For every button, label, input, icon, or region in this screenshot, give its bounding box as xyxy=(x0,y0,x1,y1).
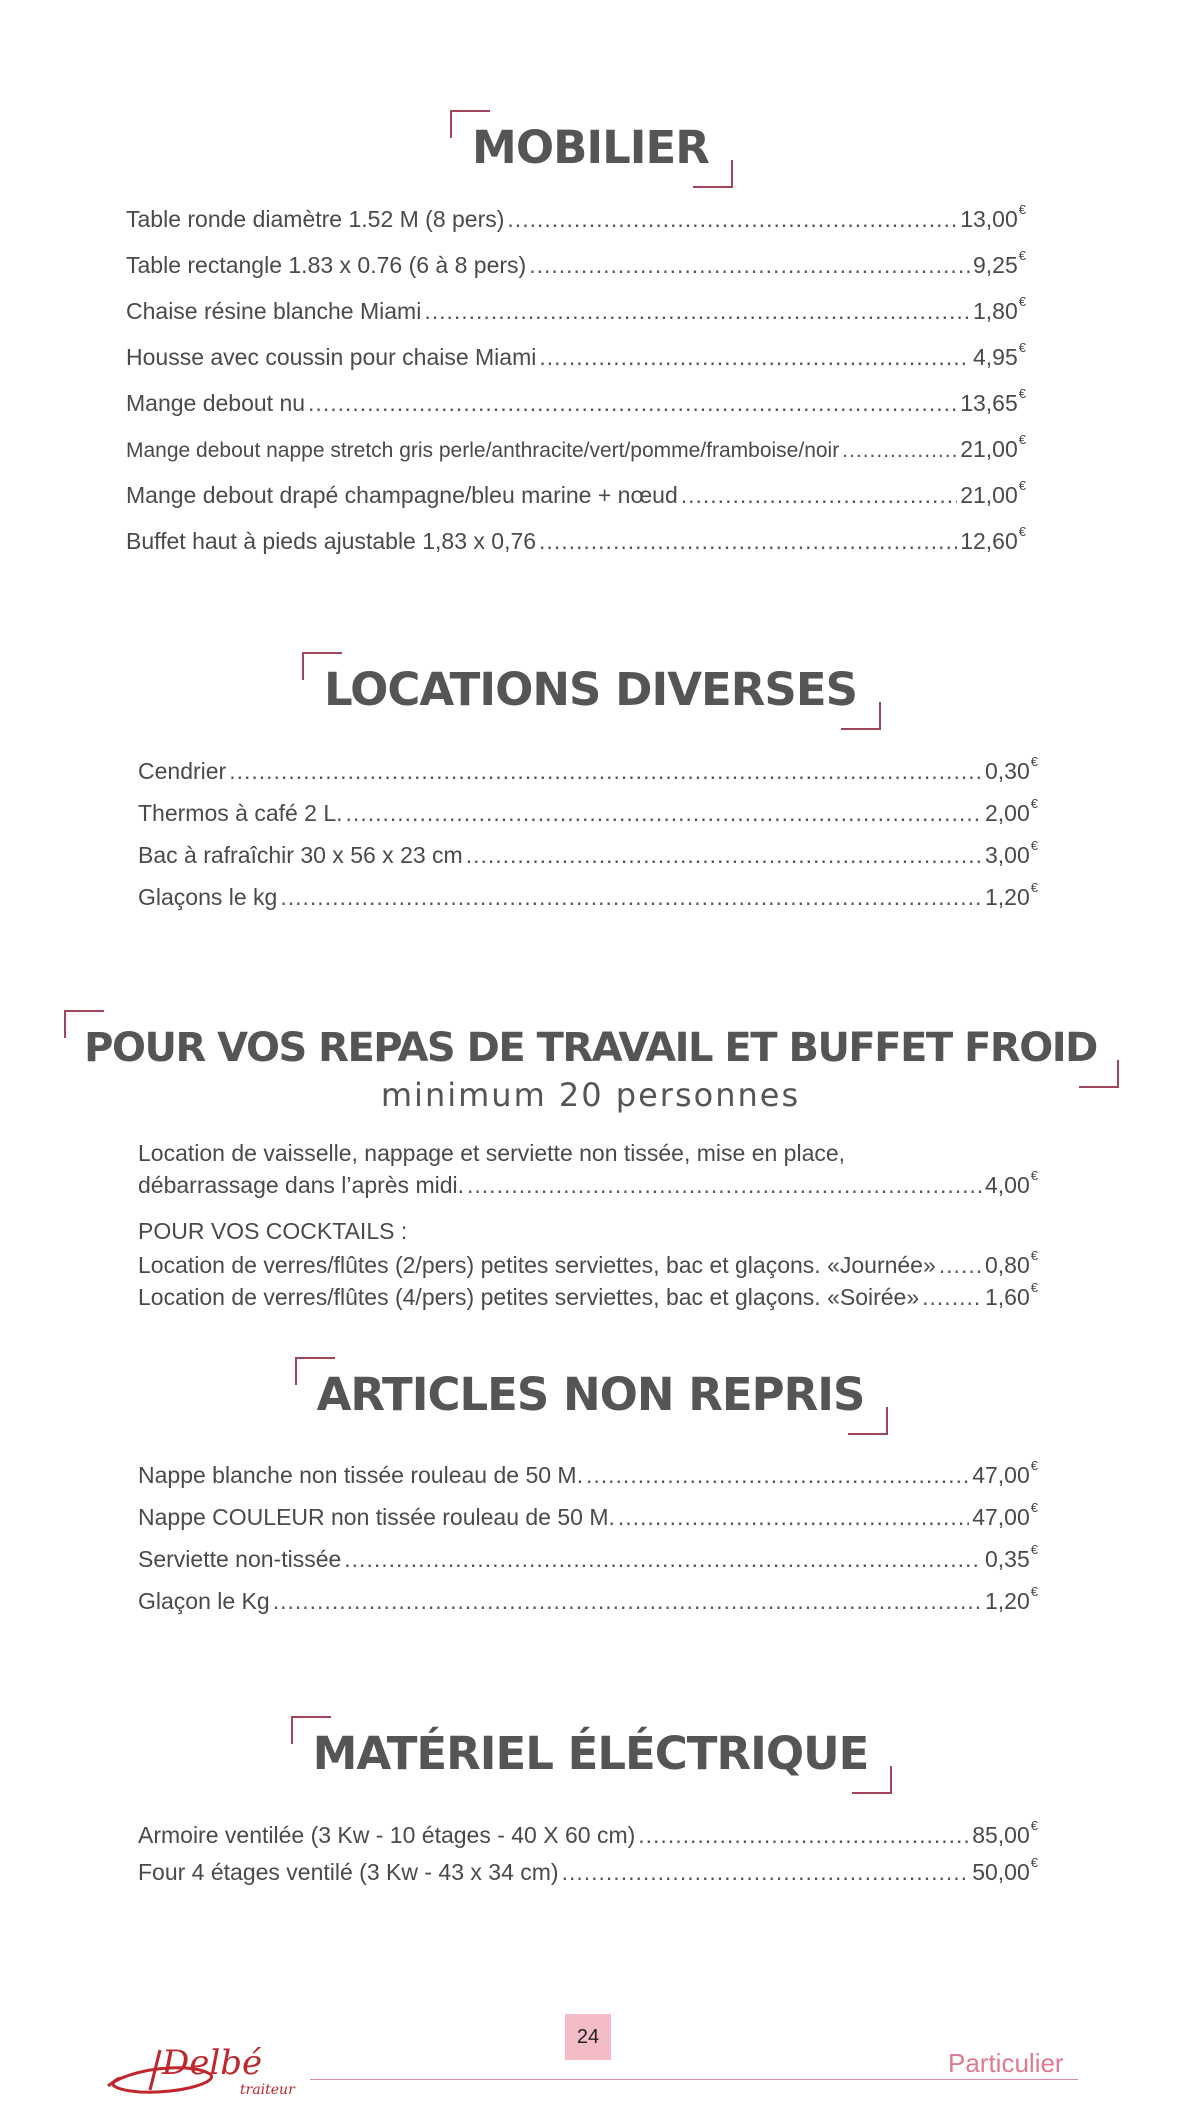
list-item: Nappe COULEUR non tissée rouleau de 50 M. ..... 47,00€ xyxy=(138,1504,1038,1546)
delbe-logo xyxy=(100,2028,310,2100)
repas-line: Location de vaisselle, nappage et serviette non tissée, mise en place, xyxy=(138,1140,846,1166)
list-item: Nappe blanche non tissée rouleau de 50 M. ..... 47,00€ xyxy=(138,1462,1038,1504)
list-item: Cendrier ..... 0,30€ xyxy=(138,758,1038,800)
list-item: Chaise résine blanche Miami ..... 1,80€ xyxy=(126,298,1026,344)
list-item: Glaçon le Kg ..... 1,20€ xyxy=(138,1588,1038,1630)
svg-text:traiteur: traiteur xyxy=(240,2082,295,2098)
footer-label: Particulier xyxy=(948,2048,1064,2078)
corner-bracket-icon xyxy=(841,702,881,730)
section-title-locations xyxy=(0,660,1181,720)
list-item: Bac à rafraîchir 30 x 56 x 23 cm ..... 3,00€ xyxy=(138,842,1038,884)
list-item: Table rectangle 1.83 x 0.76 (6 à 8 pers) ..... 9,25€ xyxy=(126,252,1026,298)
cocktails-heading: POUR VOS COCKTAILS : xyxy=(138,1218,408,1244)
corner-bracket-icon xyxy=(64,1010,104,1038)
title-text: MOBILIER xyxy=(472,121,709,174)
list-item: débarrassage dans l’après midi. ..... 4,00€ xyxy=(138,1172,1038,1218)
footer-divider xyxy=(310,2079,1078,2080)
list-item: Thermos à café 2 L. ..... 2,00€ xyxy=(138,800,1038,842)
section-title-repas xyxy=(0,1018,1181,1078)
list-item: Glaçons le kg ..... 1,20€ xyxy=(138,884,1038,926)
title-text: POUR VOS REPAS DE TRAVAIL ET BUFFET FROID xyxy=(84,1025,1097,1071)
corner-bracket-icon xyxy=(450,110,490,138)
repas-list xyxy=(138,1140,1038,1316)
corner-bracket-icon xyxy=(295,1357,335,1385)
corner-bracket-icon xyxy=(852,1766,892,1794)
section-title-mobilier xyxy=(0,118,1181,178)
list-item: Serviette non-tissée ..... 0,35€ xyxy=(138,1546,1038,1588)
title-text: ARTICLES NON REPRIS xyxy=(316,1368,865,1421)
list-item: Location de verres/flûtes (4/pers) petites serviettes, bac et glaçons. «Soirée» ..... 1,60€ xyxy=(138,1284,1038,1316)
section-subtitle: minimum 20 personnes xyxy=(380,1076,801,1114)
corner-bracket-icon xyxy=(302,652,342,680)
list-item: Armoire ventilée (3 Kw - 10 étages - 40 X 60 cm) ..... 85,00€ xyxy=(138,1822,1038,1859)
list-item: Housse avec coussin pour chaise Miami ..... 4,95€ xyxy=(126,344,1026,390)
list-item: Table ronde diamètre 1.52 M (8 pers) ..... 13,00€ xyxy=(126,206,1026,252)
title-text: MATÉRIEL ÉLÉCTRIQUE xyxy=(312,1727,869,1780)
title-text: LOCATIONS DIVERSES xyxy=(324,663,857,716)
corner-bracket-icon xyxy=(291,1716,331,1744)
svg-text:Delbé: Delbé xyxy=(162,2043,263,2083)
section-title-electrique xyxy=(0,1724,1181,1784)
list-item: Mange debout nu ..... 13,65€ xyxy=(126,390,1026,436)
list-item: Buffet haut à pieds ajustable 1,83 x 0,76 ..... 12,60€ xyxy=(126,528,1026,574)
list-item: Mange debout drapé champagne/bleu marine + nœud ..... 21,00€ xyxy=(126,482,1026,528)
locations-list xyxy=(138,754,1038,926)
electrique-list xyxy=(138,1818,1038,1896)
list-item: Mange debout nappe stretch gris perle/anthracite/vert/pomme/framboise/noir ..... 21,00€ xyxy=(126,436,1026,482)
list-item: Location de verres/flûtes (2/pers) petites serviettes, bac et glaçons. «Journée» ..... 0,80€ xyxy=(138,1252,1038,1284)
list-item: Four 4 étages ventilé (3 Kw - 43 x 34 cm) ..... 50,00€ xyxy=(138,1859,1038,1896)
corner-bracket-icon xyxy=(848,1407,888,1435)
page-number: 24 xyxy=(565,2014,611,2060)
section-title-articles xyxy=(0,1365,1181,1425)
mobilier-list xyxy=(126,202,1026,574)
articles-list xyxy=(138,1458,1038,1630)
corner-bracket-icon xyxy=(693,160,733,188)
